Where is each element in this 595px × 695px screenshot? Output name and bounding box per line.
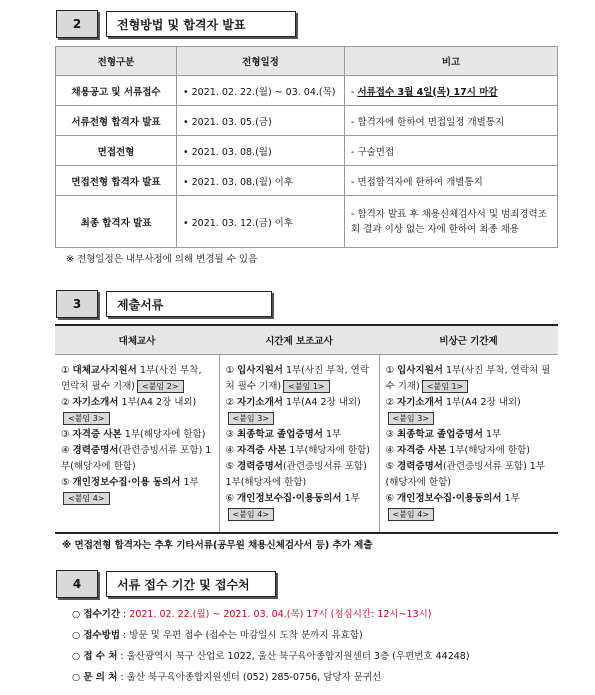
note-cell: - 면접합격자에 한하여 개별통지 [345, 166, 558, 196]
list-item [72, 646, 470, 667]
item-detail: 1부(해당자에 한함) [286, 445, 370, 456]
bullet-mark: ○ [72, 651, 84, 662]
item-title: 최종학교 졸업증명서 [397, 429, 483, 440]
note-cell: - 합격자에 한하여 면접일정 개별통지 [345, 106, 558, 136]
attachment-badge: <붙임 4> [388, 508, 435, 521]
col-header-stage: 전형구분 [56, 47, 177, 76]
item-number: ⑥ [385, 493, 398, 504]
attachment-badge: <붙임 4> [228, 508, 275, 521]
table-row [55, 355, 558, 533]
attachment-badge: <붙임 1> [422, 380, 469, 393]
item-title: 경력증명서 [237, 461, 283, 472]
contact-value: 울산 북구육아종합지원센터 (052) 285-0756, 담당자 문귀선 [126, 672, 382, 683]
date-cell: • 2021. 02. 22.(월) ~ 03. 04.(목) [177, 76, 345, 106]
item-title: 최종학교 졸업증명서 [237, 429, 323, 440]
note-prefix: - [351, 86, 358, 98]
item-number: ② [61, 397, 73, 408]
stage-cell: 채용공고 및 서류접수 [56, 76, 177, 106]
section-4-number: 4 [56, 570, 98, 598]
item-title: 입사지원서 [237, 365, 283, 376]
attachment-badge: <붙임 3> [388, 412, 435, 425]
list-item [386, 363, 553, 395]
list-item [386, 459, 553, 491]
section-4-title: 서류 접수 기간 및 접수처 [106, 571, 276, 597]
stage-cell: 면접전형 합격자 발표 [56, 166, 177, 196]
item-detail: 1부(사진 부착, 연락처 필수 기재) [61, 365, 202, 392]
schedule-table [55, 46, 558, 248]
period-value: 2021. 02. 22.(월) ~ 2021. 03. 04.(목) 17시 (점심시간: 12시~13시) [129, 609, 432, 620]
table-row [56, 136, 558, 166]
list-item [226, 363, 373, 395]
section-3-header [56, 290, 272, 318]
item-title: 대체교사지원서 [72, 365, 137, 376]
section-4-header [56, 570, 276, 598]
section-3-footnote: ※ 면접전형 합격자는 추후 기타서류(공무원 채용신체검사서 등) 추가 제출 [62, 540, 373, 551]
list-item [72, 667, 470, 688]
stage-cell: 최종 합격자 발표 [56, 196, 177, 248]
table-row [56, 166, 558, 196]
item-title: 경력증명서 [72, 445, 119, 456]
list-item [226, 491, 373, 523]
deadline-note: 서류접수 3월 4일(목) 17시 마감 [357, 86, 498, 98]
date-cell: • 2021. 03. 08.(월) [177, 136, 345, 166]
col-header-parttime: 시간제 보조교사 [219, 325, 379, 355]
item-number: ⑤ [61, 477, 73, 488]
item-label: 접 수 처 [83, 651, 118, 662]
table-row [56, 76, 558, 106]
item-title: 입사지원서 [397, 365, 443, 376]
section-2-number: 2 [56, 10, 98, 38]
item-detail: 1부(사진 부착, 연락처 필수 기재) [225, 365, 370, 392]
col-header-substitute: 대체교사 [55, 325, 219, 355]
note-cell: - 합격자 발표 후 채용신체검사서 및 범죄경력조회 결과 이상 없는 자에 한하여 최종 채용 [345, 196, 558, 248]
section-2-header [56, 10, 296, 38]
bullet-mark: ○ [72, 609, 84, 620]
item-number: ⑥ [225, 493, 238, 504]
list-item [226, 443, 373, 459]
list-item [72, 604, 470, 625]
item-detail: 1부(해당자에 한함) [446, 445, 530, 456]
date-cell: • 2021. 03. 05.(금) [177, 106, 345, 136]
list-item [386, 427, 553, 443]
item-title: 자기소개서 [237, 397, 283, 408]
item-title: 경력증명서 [397, 461, 443, 472]
item-number: ② [225, 397, 238, 408]
item-separator: : [120, 609, 130, 620]
list-item [61, 475, 213, 507]
item-label: 접수방법 [83, 630, 121, 641]
stage-cell: 면접전형 [56, 136, 177, 166]
list-item [226, 427, 373, 443]
item-number: ⑤ [225, 461, 238, 472]
item-title: 자격증 사본 [72, 429, 122, 440]
item-number: ① [385, 365, 398, 376]
item-detail: 1부(사진 부착, 연락처 필수 기재) [385, 365, 551, 392]
item-number: ① [225, 365, 238, 376]
item-title: 자격증 사본 [397, 445, 447, 456]
item-detail: 1부(A4 2장 내외) [118, 397, 197, 408]
attachment-badge: <붙임 2> [137, 380, 184, 393]
list-item [61, 443, 213, 475]
section-2-title: 전형방법 및 합격자 발표 [106, 11, 296, 37]
attachment-badge: <붙임 1> [283, 380, 330, 393]
table-row [56, 106, 558, 136]
date-cell: • 2021. 03. 12.(금) 이후 [177, 196, 345, 248]
item-detail: (관련증빙서류 포함) 1부(해당자에 한함) [225, 461, 367, 488]
item-detail: 1부 [501, 493, 520, 504]
item-title: 자기소개서 [72, 397, 119, 408]
documents-table [55, 324, 558, 534]
item-detail: 1부(해당자에 한함) [121, 429, 206, 440]
bullet-mark: ○ [72, 672, 84, 683]
attachment-badge: <붙임 4> [63, 492, 110, 505]
col-header-note: 비고 [345, 47, 558, 76]
section-2-footnote: ※ 전형일정은 내부사정에 의해 변경될 수 있음 [66, 254, 258, 265]
section-3-number: 3 [56, 290, 98, 318]
note-cell: - 구술면접 [345, 136, 558, 166]
item-detail: 1부 [482, 429, 502, 440]
item-separator: : [120, 630, 130, 641]
application-info-list [72, 604, 470, 688]
table-row [56, 196, 558, 248]
item-number: ④ [385, 445, 398, 456]
item-number: ⑤ [385, 461, 398, 472]
item-number: ③ [225, 429, 238, 440]
item-title: 자격증 사본 [237, 445, 287, 456]
item-title: 개인정보수집·이용 동의서 [72, 477, 181, 488]
item-title: 자기소개서 [397, 397, 443, 408]
item-title: 개인정보수집·이용동의서 [397, 493, 502, 504]
list-item [61, 427, 213, 443]
item-number: ③ [61, 429, 73, 440]
item-detail: (관련증빙서류 포함) 1부(해당자에 한함) [61, 445, 212, 472]
item-label: 문 의 처 [83, 672, 118, 683]
item-separator: : [117, 672, 127, 683]
item-detail: (관련증빙서류 포함) 1부(해당자에 한함) [385, 461, 546, 488]
irregular-docs-cell [379, 355, 558, 533]
list-item [386, 491, 553, 523]
attachment-badge: <붙임 3> [63, 412, 110, 425]
attachment-badge: <붙임 3> [228, 412, 275, 425]
item-number: ① [61, 365, 73, 376]
item-detail: 1부 [322, 429, 342, 440]
item-detail: 1부(A4 2장 내외) [442, 397, 521, 408]
item-label: 접수기간 [83, 609, 121, 620]
list-item [61, 395, 213, 427]
list-item [386, 395, 553, 427]
item-title: 개인정보수집·이용동의서 [237, 493, 342, 504]
method-value: 방문 및 우편 접수 (접수는 마감일시 도착 분까지 유효함) [129, 630, 363, 641]
item-number: ③ [385, 429, 398, 440]
col-header-date: 전형일정 [177, 47, 345, 76]
substitute-docs-cell [55, 355, 219, 533]
stage-cell: 서류전형 합격자 발표 [56, 106, 177, 136]
bullet-mark: ○ [72, 630, 84, 641]
list-item [61, 363, 213, 395]
item-detail: 1부 [180, 477, 199, 488]
item-detail: 1부(A4 2장 내외) [282, 397, 361, 408]
item-detail: 1부 [341, 493, 360, 504]
section-3-title: 제출서류 [106, 291, 272, 317]
list-item [72, 625, 470, 646]
col-header-irregular: 비상근 기간제 [379, 325, 558, 355]
date-cell: • 2021. 03. 08.(월) 이후 [177, 166, 345, 196]
list-item [386, 443, 553, 459]
note-cell [345, 76, 558, 106]
item-separator: : [117, 651, 127, 662]
list-item [226, 395, 373, 427]
item-number: ④ [61, 445, 73, 456]
item-number: ② [385, 397, 398, 408]
list-item [226, 459, 373, 491]
address-value: 울산광역시 북구 산업로 1022, 울산 북구육아종합지원센터 3층 (우편번호 44248) [126, 651, 470, 662]
parttime-docs-cell [219, 355, 379, 533]
item-number: ④ [225, 445, 238, 456]
